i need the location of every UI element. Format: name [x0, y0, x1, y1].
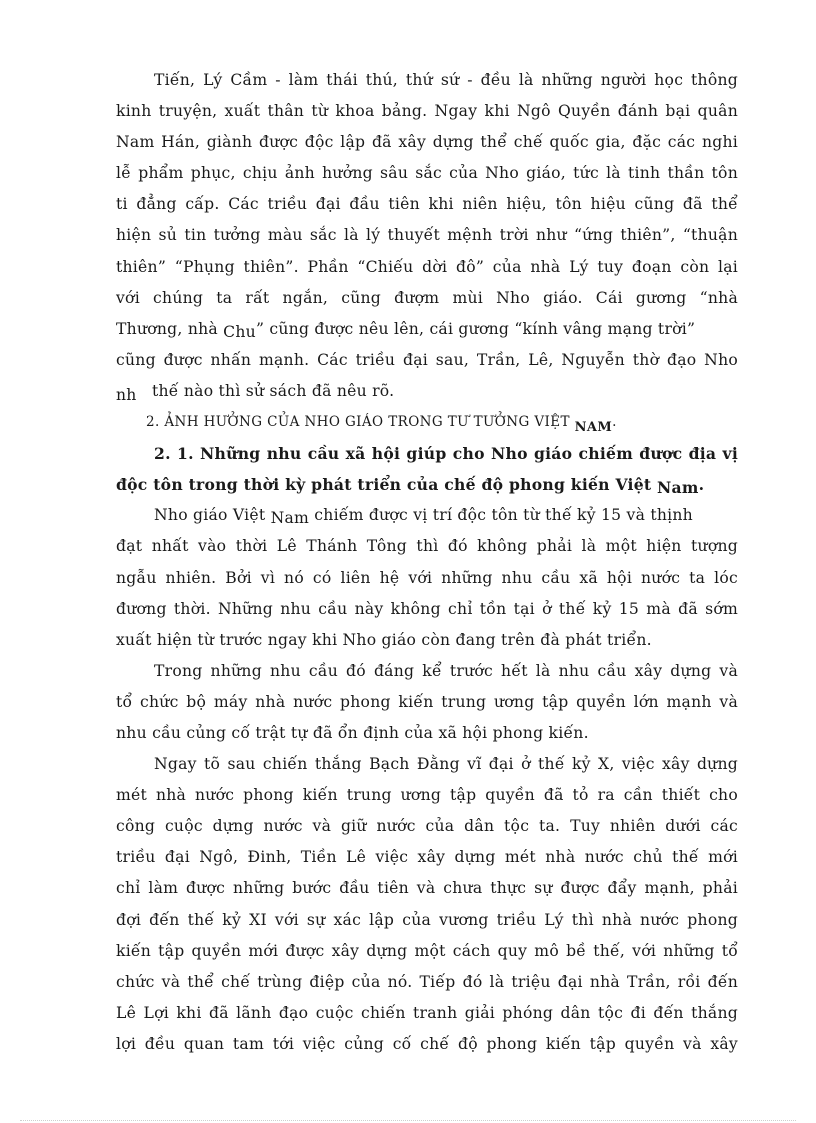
text-line: kiến tập quyền mới được xây dựng một cách quy mô bề thế, với những tổ: [116, 941, 738, 960]
text-fragment: thế nào thì sử sách đã nêu rõ.: [152, 381, 395, 400]
text-fragment: nh: [116, 385, 137, 404]
text-line: Ngay tõ sau chiến thắng Bạch Đằng vĩ đại ở thế kỷ X, việc xây dựng: [154, 755, 738, 774]
text-line: thiên” “Phụng thiên”. Phần “Chiếu dời đô” của nhà Lý tuy đoạn còn lại: [116, 257, 738, 276]
text-fragment: Chu: [223, 322, 256, 341]
section-heading: [116, 407, 738, 438]
text-fragment: cái gương “kính vâng mạng trời”: [429, 319, 696, 338]
text-line: [116, 500, 738, 531]
subsection-heading: 2. 1. Những nhu cầu xã hội giúp cho Nho giáo chiếm được địa vị: [154, 444, 738, 464]
text-fragment: Nho giáo Việt: [154, 506, 266, 525]
text-line: lễ phẩm phục, chịu ảnh hưởng sâu sắc của Nho giáo, tức là tinh thần tôn: [116, 164, 738, 183]
text-line: với chúng ta rất ngắn, cũng đượm mùi Nho giáo. Cái gương “nhà: [116, 288, 738, 307]
text-fragment: Thương, nhà: [116, 319, 218, 338]
subsection-heading-period: .: [698, 475, 705, 495]
page-bottom-divider: [20, 1120, 796, 1121]
section-heading-period: .: [612, 414, 617, 431]
text-fragment: Nam: [270, 509, 310, 528]
text-line: chỉ làm được những bước đầu tiên và chưa thực sự được đẩy mạnh, phải: [116, 879, 738, 898]
text-line: xuất hiện từ trước ngay khi Nho giáo còn đang trên đà phát triển.: [116, 630, 652, 649]
text-line: đương thời. Những nhu cầu này không chỉ tồn tại ở thế kỷ 15 mà đã sớm: [116, 599, 738, 618]
text-line: hiện sủ tin tưởng màu sắc là lý thuyết mệnh trời như “ứng thiên”, “thuận: [116, 226, 738, 245]
text-fragment: chiếm được vị trí độc tôn từ thế kỷ 15 và thịnh: [314, 506, 693, 525]
section-heading-text: 2. ẢNH HƯỞNG CỦA NHO GIÁO TRONG TƯ TƯỞNG VIỆT: [146, 414, 570, 431]
text-line: lợi đều quan tam tới việc củng cố chế độ phong kiến tập quyền và xây: [116, 1034, 738, 1053]
body-text: [116, 65, 738, 1060]
text-line: công cuộc dựng nước và giữ nước của dân tộc ta. Tuy nhiên dưới các: [116, 817, 738, 836]
text-line: chức và thể chế trùng điệp của nó. Tiếp đó là triệu đại nhà Trần, rồi đến: [116, 972, 738, 991]
text-line: Nam Hán, giành được độc lập đã xây dựng thể chế quốc gia, đặc các nghi: [116, 133, 738, 152]
section-heading-suffix: NAM: [574, 420, 613, 436]
text-line: đợi đến thế kỷ XI với sự xác lập của vương triều Lý thì nhà nước phong: [116, 910, 738, 929]
text-line: Trong những nhu cầu đó đáng kể trước hết là nhu cầu xây dựng và: [154, 661, 738, 680]
text-line: nhu cầu củng cố trật tự đã ổn định của xã hội phong kiến.: [116, 723, 589, 742]
text-line: ngẫu nhiên. Bởi vì nó có liên hệ với những nhu cầu xã hội nước ta lóc: [116, 568, 738, 587]
text-line: [116, 376, 738, 407]
text-line: mét nhà nước phong kiến trung ương tập quyền đã tỏ ra cần thiết cho: [116, 786, 738, 805]
text-line: đạt nhất vào thời Lê Thánh Tông thì đó không phải là một hiện tượng: [116, 537, 738, 556]
text-line: kinh truyện, xuất thân từ khoa bảng. Ngay khi Ngô Quyền đánh bại quân: [116, 102, 738, 121]
text-line: cũng được nhấn mạnh. Các triều đại sau, Trần, Lê, Nguyễn thờ đạo Nho: [116, 350, 738, 369]
subsection-heading: [116, 469, 738, 500]
text-line: triều đại Ngô, Đinh, Tiền Lê việc xây dựng mét nhà nước chủ thế mới: [116, 848, 738, 867]
text-line: Tiến, Lý Cầm - làm thái thú, thứ sứ - đều là những người học thông: [154, 71, 738, 89]
subsection-heading-suffix: Nam: [657, 478, 699, 498]
subsection-heading-text: độc tôn trong thời kỳ phát triển của chế độ phong kiến Việt: [116, 475, 652, 495]
text-fragment: ” cũng được nêu lên,: [255, 319, 425, 338]
text-line: Lê Lợi khi đã lãnh đạo cuộc chiến tranh giải phóng dân tộc đi đến thắng: [116, 1003, 738, 1022]
text-line: [116, 314, 738, 345]
text-line: ti đẳng cấp. Các triều đại đầu tiên khi niên hiệu, tôn hiệu cũng đã thể: [116, 195, 738, 214]
text-line: tổ chức bộ máy nhà nước phong kiến trung ương tập quyền lớn mạnh và: [116, 692, 738, 711]
